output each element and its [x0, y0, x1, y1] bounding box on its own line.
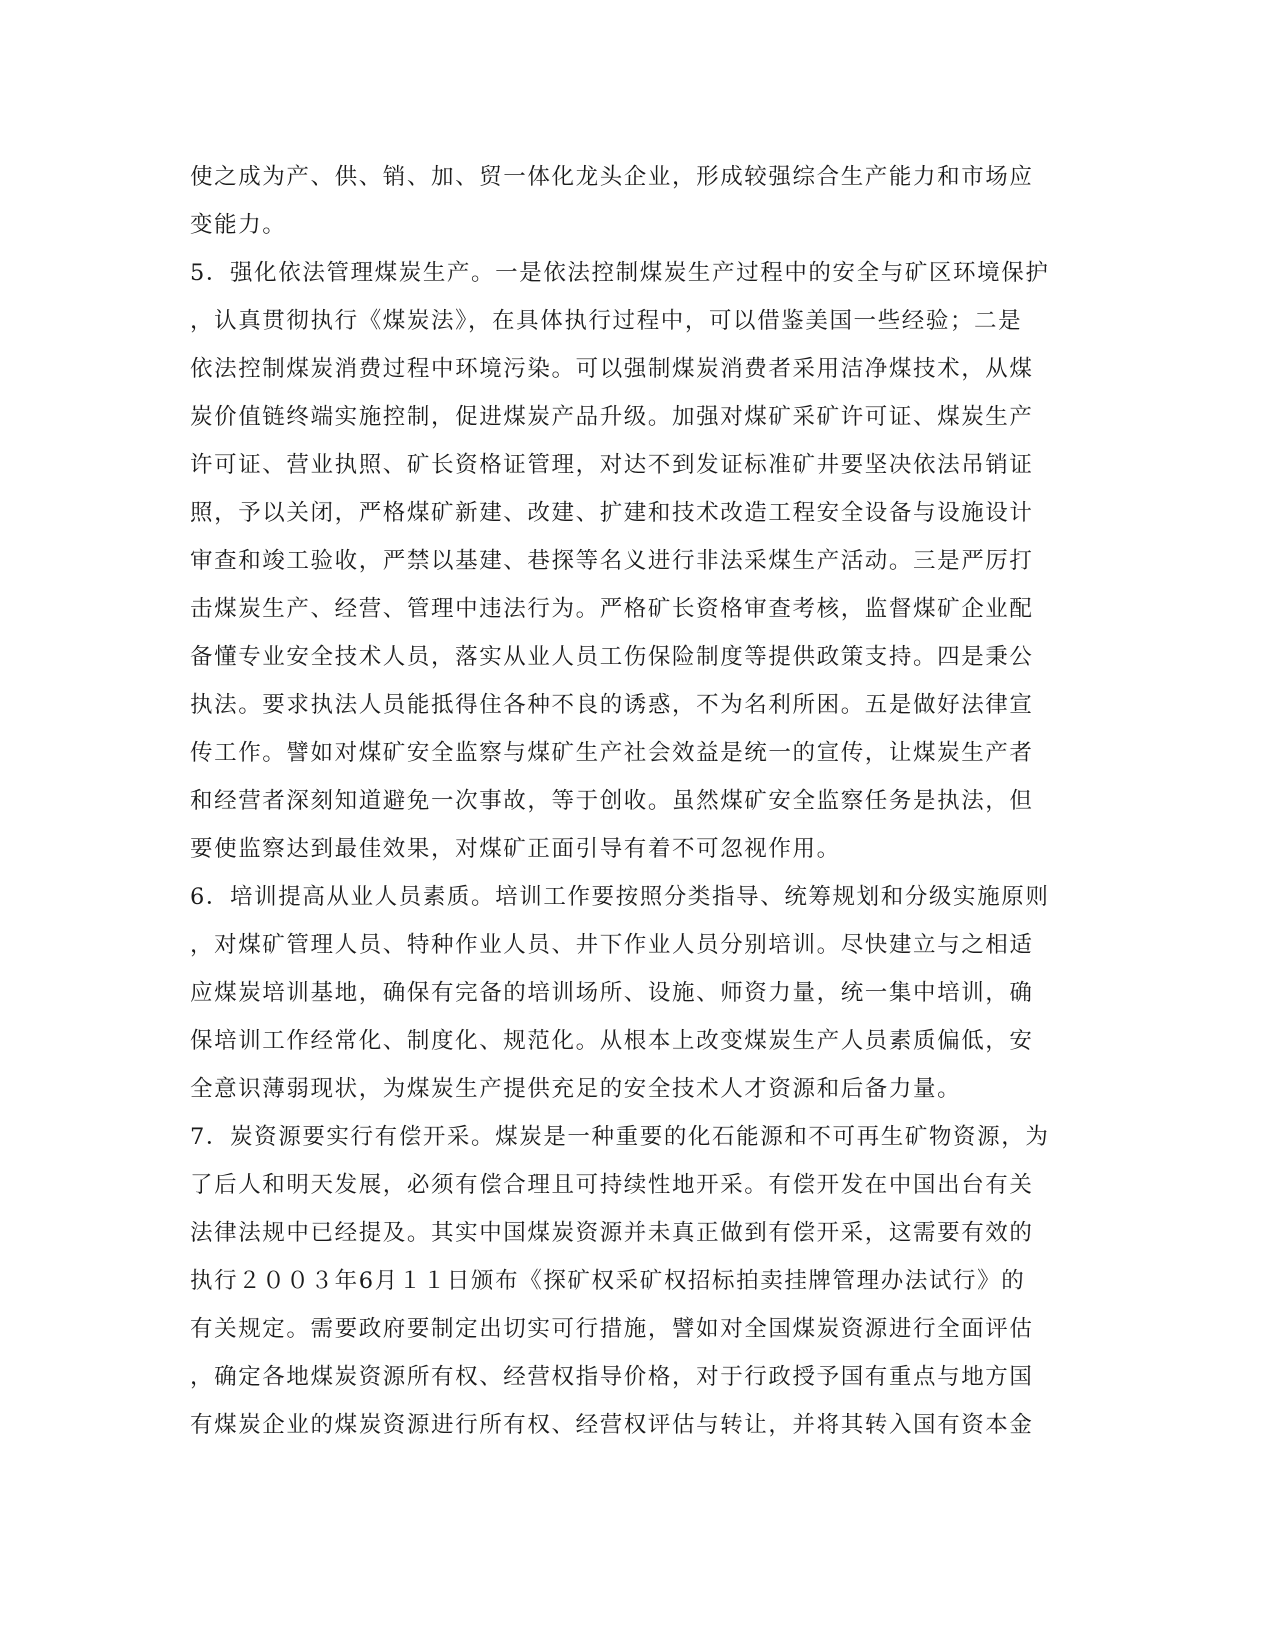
text-line: 有煤炭企业的煤炭资源进行所有权、经营权评估与转让，并将其转入国有资本金	[190, 1412, 1034, 1438]
text-line: 执行２００３年6月１１日颁布《探矿权采矿权招标拍卖挂牌管理办法试行》的	[190, 1268, 1026, 1294]
text-line: 审查和竣工验收，严禁以基建、巷探等名义进行非法采煤生产活动。三是严厉打	[190, 548, 1034, 574]
text-line: 了后人和明天发展，必须有偿合理且可持续性地开采。有偿开发在中国出台有关	[190, 1172, 1034, 1198]
text-line: 击煤炭生产、经营、管理中违法行为。严格矿长资格审查考核，监督煤矿企业配	[190, 596, 1034, 622]
document-body	[190, 153, 1070, 1449]
text-line: 保培训工作经常化、制度化、规范化。从根本上改变煤炭生产人员素质偏低，安	[190, 1028, 1034, 1054]
text-line: 变能力。	[190, 212, 287, 238]
text-line: ，确定各地煤炭资源所有权、经营权指导价格，对于行政授予国有重点与地方国	[190, 1364, 1034, 1390]
text-line: 全意识薄弱现状，为煤炭生产提供充足的安全技术人才资源和后备力量。	[190, 1076, 962, 1102]
text-line: 6．培训提高从业人员素质。培训工作要按照分类指导、统筹规划和分级实施原则	[190, 884, 1050, 910]
text-line: ，认真贯彻执行《煤炭法》，在具体执行过程中，可以借鉴美国一些经验；二是	[190, 308, 1023, 334]
text-line: 5．强化依法管理煤炭生产。一是依法控制煤炭生产过程中的安全与矿区环境保护	[190, 260, 1050, 286]
text-line: 应煤炭培训基地，确保有完备的培训场所、设施、师资力量，统一集中培训，确	[190, 980, 1034, 1006]
text-line: 传工作。譬如对煤矿安全监察与煤矿生产社会效益是统一的宣传，让煤炭生产者	[190, 740, 1034, 766]
text-line: ，对煤矿管理人员、特种作业人员、井下作业人员分别培训。尽快建立与之相适	[190, 932, 1034, 958]
text-line: 许可证、营业执照、矿长资格证管理，对达不到发证标准矿井要坚决依法吊销证	[190, 452, 1034, 478]
text-line: 照，予以关闭，严格煤矿新建、改建、扩建和技术改造工程安全设备与设施设计	[190, 500, 1034, 526]
text-line: 要使监察达到最佳效果，对煤矿正面引导有着不可忽视作用。	[190, 836, 841, 862]
text-line: 7．炭资源要实行有偿开采。煤炭是一种重要的化石能源和不可再生矿物资源，为	[190, 1124, 1050, 1150]
text-line: 执法。要求执法人员能抵得住各种不良的诱惑，不为名利所困。五是做好法律宣	[190, 692, 1034, 718]
text-line: 依法控制煤炭消费过程中环境污染。可以强制煤炭消费者采用洁净煤技术，从煤	[190, 356, 1034, 382]
text-line: 法律法规中已经提及。其实中国煤炭资源并未真正做到有偿开采，这需要有效的	[190, 1220, 1034, 1246]
text-line: 炭价值链终端实施控制，促进煤炭产品升级。加强对煤矿采矿许可证、煤炭生产	[190, 404, 1034, 430]
text-line: 有关规定。需要政府要制定出切实可行措施，譬如对全国煤炭资源进行全面评估	[190, 1316, 1034, 1342]
text-line: 使之成为产、供、销、加、贸一体化龙头企业，形成较强综合生产能力和市场应	[190, 164, 1034, 190]
text-line: 和经营者深刻知道避免一次事故，等于创收。虽然煤矿安全监察任务是执法，但	[190, 788, 1034, 814]
text-line: 备懂专业安全技术人员，落实从业人员工伤保险制度等提供政策支持。四是秉公	[190, 644, 1034, 670]
